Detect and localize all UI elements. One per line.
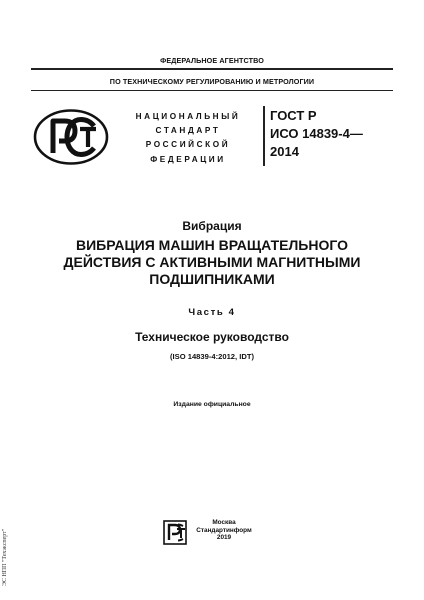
standard-number-line-3: 2014 <box>270 144 299 159</box>
document-title <box>20 237 404 288</box>
document-subtitle: Техническое руководство <box>135 330 289 344</box>
standard-number-line-1: ГОСТ Р <box>270 108 317 123</box>
national-line-3: РОССИЙСКОЙ <box>145 140 231 150</box>
side-watermark: ЭС НПП "Техэксперт" <box>2 528 8 586</box>
header-divider-bottom <box>31 90 393 91</box>
national-line-4: ФЕДЕРАЦИИ <box>150 154 226 164</box>
vertical-divider <box>263 106 265 166</box>
iso-reference: (ISO 14839-4:2012, IDT) <box>170 352 254 361</box>
national-standard-label <box>112 110 264 167</box>
standard-number-line-2: ИСО 14839-4— <box>270 126 363 141</box>
publisher-info <box>184 519 264 542</box>
title-line-2: ДЕЙСТВИЯ С АКТИВНЫМИ МАГНИТНЫМИ <box>63 254 361 270</box>
gost-r-logo-icon <box>32 107 110 167</box>
publisher-name: Стандартинформ <box>196 526 252 534</box>
publisher-year: 2019 <box>216 534 232 542</box>
national-line-2: СТАНДАРТ <box>155 126 221 136</box>
publisher-city: Москва <box>212 519 236 526</box>
document-subject: Вибрация <box>182 219 242 233</box>
title-line-3: ПОДШИПНИКАМИ <box>149 271 275 287</box>
header-divider-top <box>31 68 393 70</box>
agency-subtitle: ПО ТЕХНИЧЕСКОМУ РЕГУЛИРОВАНИЮ И МЕТРОЛОГИИ <box>109 77 315 86</box>
standard-number <box>270 107 400 161</box>
document-part: Часть 4 <box>188 307 236 318</box>
agency-name: ФЕДЕРАЛЬНОЕ АГЕНТСТВО <box>160 56 264 65</box>
title-line-1: ВИБРАЦИЯ МАШИН ВРАЩАТЕЛЬНОГО <box>75 237 349 253</box>
national-line-1: НАЦИОНАЛЬНЫЙ <box>135 112 241 121</box>
edition-note: Издание официальное <box>173 401 251 408</box>
